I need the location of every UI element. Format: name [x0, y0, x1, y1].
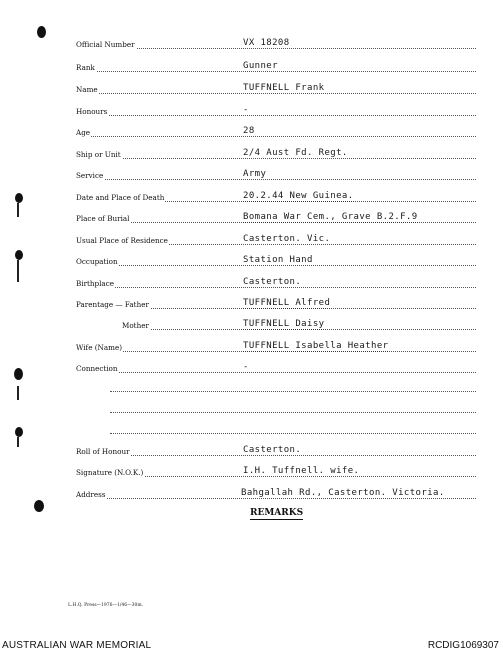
- connection-continuation-line: [110, 412, 476, 413]
- dotted-leader: [76, 372, 476, 373]
- field-label: Place of Burial: [76, 214, 130, 223]
- field-value: TUFFNELL Frank: [243, 83, 325, 93]
- field-value: 20.2.44 New Guinea.: [243, 191, 354, 201]
- field-label: Wife (Name): [76, 343, 123, 352]
- dotted-leader: [76, 455, 476, 456]
- field-label: Honours: [76, 107, 108, 116]
- field-value: I.H. Tuffnell. wife.: [243, 466, 360, 476]
- field-value: Army: [243, 169, 267, 179]
- field-value: 2/4 Aust Fd. Regt.: [243, 148, 348, 158]
- field-rank: [0, 63, 503, 77]
- field-label: Rank: [76, 63, 95, 72]
- archive-name: AUSTRALIAN WAR MEMORIAL: [2, 640, 152, 651]
- field-label: Name: [76, 85, 98, 94]
- archive-footer: [0, 638, 503, 654]
- field-label: Roll of Honour: [76, 447, 130, 456]
- field-value: Station Hand: [243, 255, 313, 265]
- field-label: Birthplace: [76, 279, 114, 288]
- field-value: -: [243, 105, 249, 115]
- field-parentage-father: [0, 300, 503, 314]
- field-value: 28: [243, 126, 255, 136]
- dotted-leader: [76, 179, 476, 180]
- dotted-leader: [76, 136, 476, 137]
- field-roll-of-honour: [0, 447, 503, 461]
- field-service: [0, 171, 503, 185]
- field-value: TUFFNELL Daisy: [243, 319, 325, 329]
- field-label: Usual Place of Residence: [76, 236, 168, 245]
- field-value: TUFFNELL Isabella Heather: [243, 341, 389, 351]
- field-usual-residence: [0, 236, 503, 250]
- dotted-leader: [76, 498, 476, 499]
- field-label: Address: [76, 490, 106, 499]
- field-name: [0, 85, 503, 99]
- field-value: Bahgallah Rd., Casterton. Victoria.: [241, 488, 445, 498]
- connection-continuation-line: [110, 433, 476, 434]
- dotted-leader: [76, 93, 476, 94]
- connection-continuation-line: [110, 391, 476, 392]
- dotted-leader: [76, 71, 476, 72]
- field-occupation: [0, 257, 503, 271]
- printer-imprint: L.H.Q. Press—1976—1/46—30m.: [68, 603, 144, 608]
- remarks-heading: REMARKS: [250, 508, 304, 518]
- field-connection: [0, 364, 503, 378]
- dotted-leader: [76, 287, 476, 288]
- field-label: Parentage — Father: [76, 300, 149, 309]
- archive-reference: RCDIG1069307: [427, 640, 499, 651]
- field-wife-name: [0, 343, 503, 357]
- field-birthplace: [0, 279, 503, 293]
- dotted-leader: [76, 48, 476, 49]
- field-label: Mother: [122, 321, 149, 330]
- field-value: Casterton.: [243, 277, 302, 287]
- field-value: Casterton. Vic.: [243, 234, 331, 244]
- field-parentage-mother: [0, 321, 503, 335]
- field-official-number: [0, 40, 503, 54]
- dotted-leader: [76, 265, 476, 266]
- field-value: -: [243, 362, 249, 372]
- field-label: Connection: [76, 364, 118, 373]
- tag-mark-lower: [17, 386, 19, 400]
- field-address: [0, 490, 503, 504]
- field-label: Signature (N.O.K.): [76, 468, 144, 477]
- field-honours: [0, 107, 503, 121]
- field-value: Casterton.: [243, 445, 302, 455]
- punch-hole-bottom: [15, 427, 23, 437]
- punch-hole-top: [37, 26, 46, 38]
- dotted-leader: [76, 115, 476, 116]
- field-label: Age: [76, 128, 91, 137]
- field-age: [0, 128, 503, 142]
- field-ship-or-unit: [0, 150, 503, 164]
- field-value: Bomana War Cem., Grave B.2.F.9: [243, 212, 418, 222]
- field-label: Occupation: [76, 257, 118, 266]
- field-value: VX 18208: [243, 38, 290, 48]
- field-signature-nok: [0, 468, 503, 482]
- field-label: Official Number: [76, 40, 135, 49]
- field-value: TUFFNELL Alfred: [243, 298, 331, 308]
- field-label: Ship or Unit: [76, 150, 121, 159]
- field-date-place-of-death: [0, 193, 503, 207]
- field-label: Service: [76, 171, 104, 180]
- field-place-of-burial: [0, 214, 503, 228]
- field-value: Gunner: [243, 61, 278, 71]
- dotted-leader: [76, 158, 476, 159]
- tag-mark-bottom: [17, 437, 19, 447]
- field-label: Date and Place of Death: [76, 193, 165, 202]
